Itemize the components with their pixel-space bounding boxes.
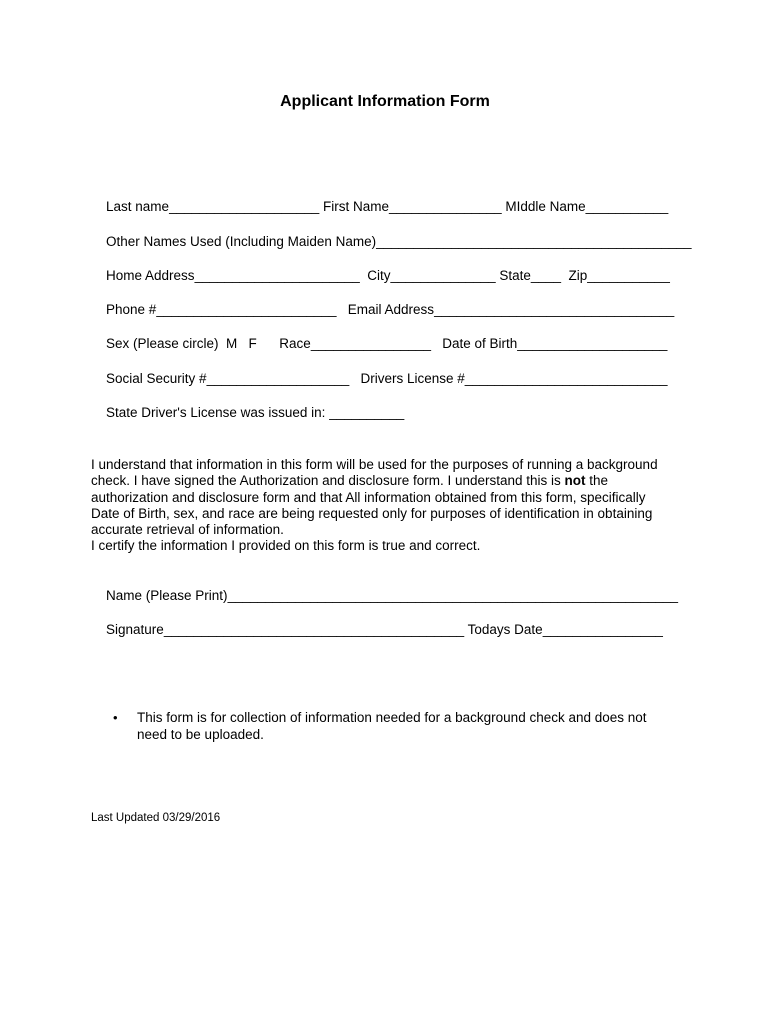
phone-label: Phone # [106, 302, 157, 317]
license-state-label: State Driver's License was issued in: [106, 405, 330, 420]
zip-label: Zip [560, 268, 588, 283]
first-name-field[interactable]: _______________ [389, 199, 502, 214]
paragraph-line: Date of Birth, sex, and race are being requested only for purposes of identification in obtaining [91, 505, 653, 521]
license-state-field[interactable]: __________ [329, 405, 405, 420]
bullet-line: This form is for collection of information needed for a background check and does not [137, 710, 647, 725]
bullet-line: need to be uploaded. [137, 726, 264, 742]
last-updated: Last Updated 03/29/2016 [91, 812, 221, 824]
drivers-license-field[interactable]: ___________________________ [464, 371, 668, 386]
sex-race-label: Sex (Please circle) M F Race [106, 336, 311, 351]
dob-field[interactable]: ____________________ [517, 336, 668, 351]
ssn-label: Social Security # [106, 371, 207, 386]
bullet-note [137, 710, 677, 743]
first-name-label: First Name [319, 199, 389, 214]
form-title: Applicant Information Form [280, 93, 490, 110]
paragraph-line: check. I have signed the Authorization and disclosure form. I understand this is not the [91, 473, 609, 489]
phone-field[interactable]: ________________________ [156, 302, 337, 317]
paragraph-line: authorization and disclosure form and that All information obtained from this form, specifically [91, 489, 646, 505]
paragraph-line: accurate retrieval of information. [91, 522, 284, 538]
city-field[interactable]: ______________ [390, 268, 496, 283]
signature-label: Signature [106, 622, 164, 637]
last-name-field[interactable]: ____________________ [169, 199, 320, 214]
ssn-field[interactable]: ___________________ [206, 371, 350, 386]
todays-date-label: Todays Date [464, 622, 543, 637]
signature-row [91, 606, 663, 654]
emphasis-not: not [564, 473, 586, 489]
other-names-label: Other Names Used (Including Maiden Name) [106, 234, 377, 249]
paragraph-line: I understand that information in this form will be used for the purposes of running a background [91, 457, 658, 472]
home-address-label: Home Address [106, 268, 195, 283]
last-name-label: Last name [106, 199, 170, 214]
home-address-field[interactable]: ______________________ [194, 268, 360, 283]
state-field[interactable]: ____ [530, 268, 561, 283]
drivers-license-label: Drivers License # [349, 371, 465, 386]
city-label: City [359, 268, 391, 283]
dob-label: Date of Birth [430, 336, 518, 351]
certify-line: I certify the information I provided on this form is true and correct. [91, 538, 481, 554]
todays-date-field[interactable]: ________________ [542, 622, 663, 637]
bullet-icon: • [113, 710, 118, 725]
other-names-field[interactable]: __________________________________________ [376, 234, 692, 249]
signature-field[interactable]: ________________________________________ [163, 622, 465, 637]
name-print-label: Name (Please Print) [106, 588, 228, 603]
name-print-field[interactable]: ____________________________________________________________ [227, 588, 679, 603]
middle-name-field[interactable]: ___________ [585, 199, 669, 214]
middle-name-label: MIddle Name [501, 199, 586, 214]
email-label: Email Address [336, 302, 435, 317]
email-field[interactable]: ________________________________ [434, 302, 675, 317]
race-field[interactable]: ________________ [310, 336, 431, 351]
state-label: State [495, 268, 531, 283]
disclosure-paragraph [91, 457, 691, 555]
license-state-row [91, 389, 404, 437]
zip-field[interactable]: ___________ [587, 268, 670, 283]
